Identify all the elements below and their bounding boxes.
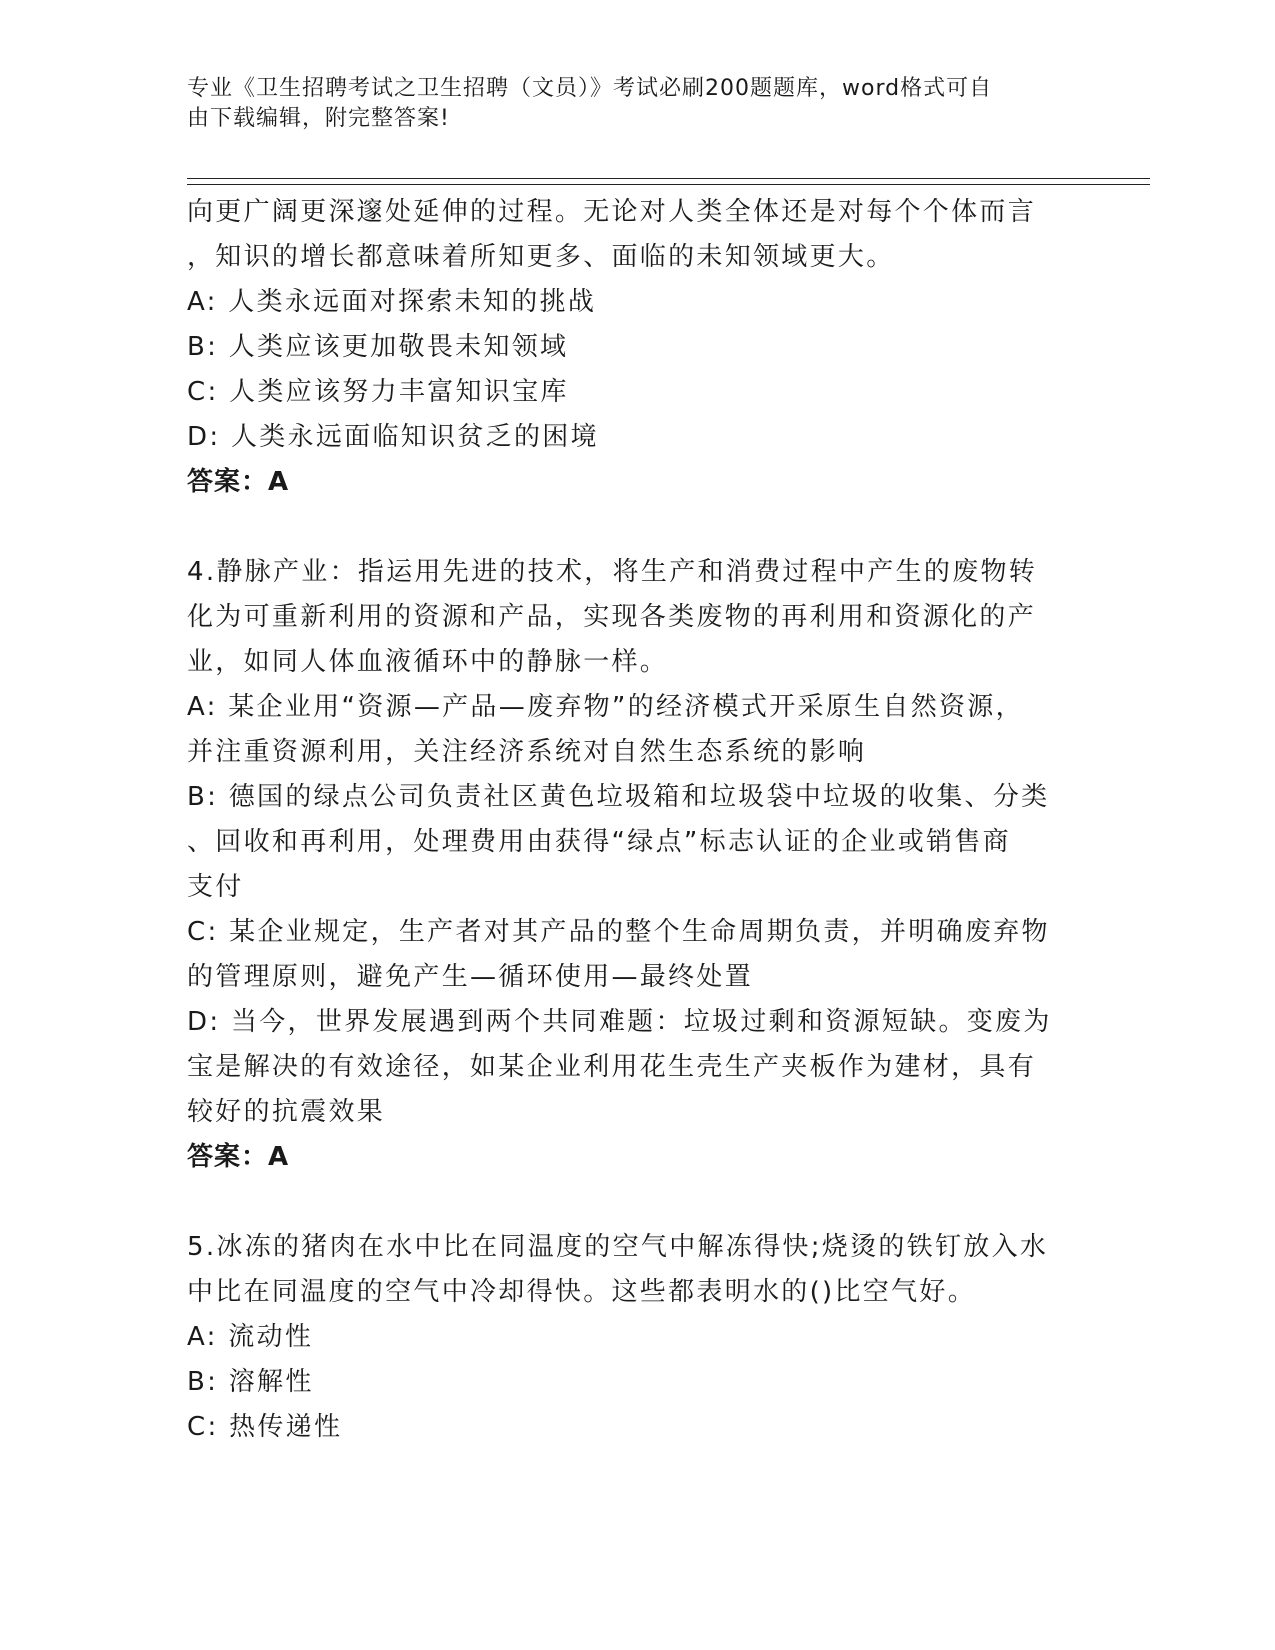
option-a: A: 某企业用“资源—产品—废弃物”的经济模式开采原生自然资源， <box>187 692 1024 722</box>
spacer <box>187 1180 1077 1225</box>
question-3 <box>187 190 1077 505</box>
document-header <box>187 74 1067 134</box>
option-b-cont: 、回收和再利用，处理费用由获得“绿点”标志认证的企业或销售商 <box>187 827 1011 857</box>
document-body <box>187 190 1077 1450</box>
spacer <box>187 505 1077 550</box>
header-divider <box>187 178 1150 185</box>
header-title-line-2: 由下载编辑，附完整答案! <box>187 106 450 131</box>
header-title-line-1: 专业《卫生招聘考试之卫生招聘（文员）》考试必刷200题题库，word格式可自 <box>187 76 993 101</box>
option-c: C: 人类应该努力丰富知识宝库 <box>187 377 569 407</box>
option-d: D: 人类永远面临知识贫乏的困境 <box>187 422 599 452</box>
question-stem-line: 业，如同人体血液循环中的静脉一样。 <box>187 647 669 677</box>
option-d: D: 当今，世界发展遇到两个共同难题：垃圾过剩和资源短缺。变废为 <box>187 1007 1052 1037</box>
option-b-cont: 支付 <box>187 872 244 902</box>
option-a: A: 人类永远面对探索未知的挑战 <box>187 287 597 317</box>
option-d-cont: 宝是解决的有效途径，如某企业利用花生壳生产夹板作为建材，具有 <box>187 1052 1037 1082</box>
answer-label: 答案：A <box>187 467 290 497</box>
question-stem-line: 向更广阔更深邃处延伸的过程。无论对人类全体还是对每个个体而言 <box>187 197 1037 227</box>
answer-label: 答案：A <box>187 1142 290 1172</box>
option-a: A: 流动性 <box>187 1322 314 1352</box>
option-b: B: 德国的绿点公司负责社区黄色垃圾箱和垃圾袋中垃圾的收集、分类 <box>187 782 1050 812</box>
question-stem-line: 4.静脉产业：指运用先进的技术，将生产和消费过程中产生的废物转 <box>187 557 1038 587</box>
question-stem-line: 5.冰冻的猪肉在水中比在同温度的空气中解冻得快;烧烫的铁钉放入水 <box>187 1232 1049 1262</box>
option-c-cont: 的管理原则，避免产生—循环使用—最终处置 <box>187 962 754 992</box>
option-c: C: 热传递性 <box>187 1412 343 1442</box>
question-5 <box>187 1225 1077 1450</box>
option-b: B: 人类应该更加敬畏未知领域 <box>187 332 569 362</box>
question-4 <box>187 550 1077 1180</box>
question-stem-line: 中比在同温度的空气中冷却得快。这些都表明水的()比空气好。 <box>187 1277 976 1307</box>
option-b: B: 溶解性 <box>187 1367 314 1397</box>
option-c: C: 某企业规定，生产者对其产品的整个生命周期负责，并明确废弃物 <box>187 917 1050 947</box>
option-a-cont: 并注重资源利用，关注经济系统对自然生态系统的影响 <box>187 737 867 767</box>
option-d-cont: 较好的抗震效果 <box>187 1097 386 1127</box>
question-stem-line: ，知识的增长都意味着所知更多、面临的未知领域更大。 <box>187 242 895 272</box>
question-stem-line: 化为可重新利用的资源和产品，实现各类废物的再利用和资源化的产 <box>187 602 1037 632</box>
